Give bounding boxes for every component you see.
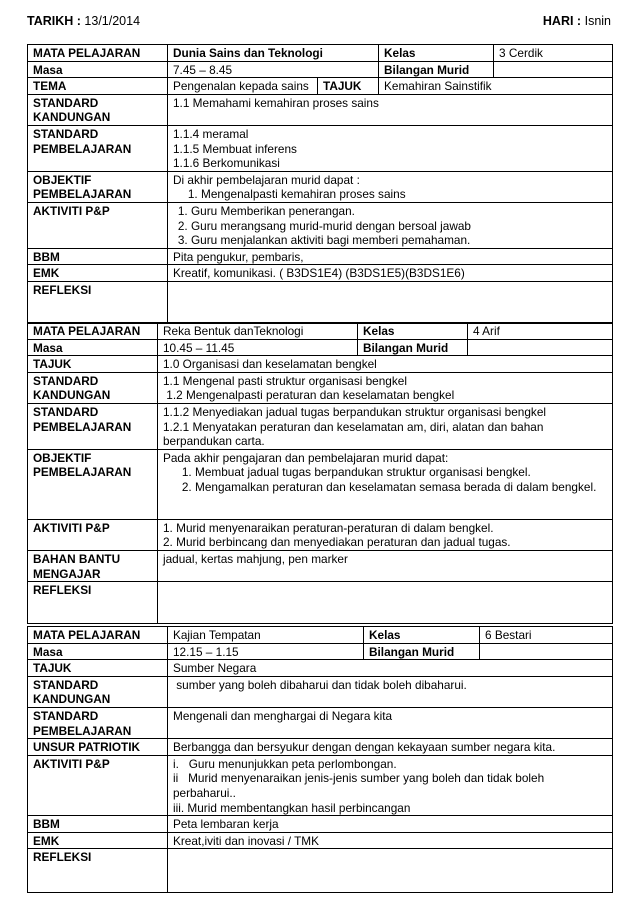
l2-mp-value: Reka Bentuk danTeknologi (158, 323, 358, 340)
lesson1-table (27, 44, 613, 324)
l1-kelas-label: Kelas (379, 45, 494, 62)
l3-sp-label: STANDARD PEMBELAJARAN (28, 707, 168, 738)
l2-kelas-value: 4 Arif (468, 323, 613, 340)
l1-bbm-value: Pita pengukur, pembaris, (168, 248, 613, 265)
day-value: Isnin (584, 14, 611, 28)
l2-bbm-label: BAHAN BANTU MENGAJAR (28, 550, 158, 581)
l3-sk-label: STANDARD KANDUNGAN (28, 676, 168, 707)
l1-emk-label: EMK (28, 265, 168, 282)
l1-masa-value: 7.45 – 8.45 (168, 61, 379, 78)
l1-ref-label: REFLEKSI (28, 281, 168, 323)
l1-mp-label: MATA PELAJARAN (28, 45, 168, 62)
l3-bilangan-label: Bilangan Murid (364, 643, 480, 660)
l1-obj-values: Di akhir pembelajaran murid dapat : 1. Mengenalpasti kemahiran proses sains (168, 171, 613, 202)
l1-tema-value: Pengenalan kepada sains (168, 78, 318, 95)
l3-emk-value: Kreat,iviti dan inovasi / TMK (168, 832, 613, 849)
l2-tajuk-label: TAJUK (28, 356, 158, 373)
l2-bbm-value: jadual, kertas mahjung, pen marker (158, 550, 613, 581)
l3-kelas-value: 6 Bestari (480, 627, 613, 644)
l1-masa-label: Masa (28, 61, 168, 78)
l3-akt-label: AKTIVITI P&P (28, 755, 168, 815)
l1-obj-label: OBJEKTIF PEMBELAJARAN (28, 171, 168, 202)
l2-sp-values: 1.1.2 Menyediakan jadual tugas berpandukan struktur organisasi bengkel 1.2.1 Menyatakan peraturan dan keselamatan am, diri, alatan dan bahan berpandukan carta. (158, 403, 613, 449)
l3-up-value: Berbangga dan bersyukur dengan dengan kekayaan sumber negara kita. (168, 739, 613, 756)
l2-ref-value (158, 582, 613, 624)
l1-mp-value: Dunia Sains dan Teknologi (168, 45, 379, 62)
lesson2-table (27, 322, 613, 624)
date-label: TARIKH : (27, 14, 81, 28)
l2-bilangan-label: Bilangan Murid (358, 339, 468, 356)
l1-tajuk-value: Kemahiran Sainstifik (379, 78, 613, 95)
l1-sk-label: STANDARD KANDUNGAN (28, 94, 168, 125)
l3-bbm-label: BBM (28, 816, 168, 833)
l1-tajuk-label: TAJUK (318, 78, 379, 95)
l1-ref-value (168, 281, 613, 323)
day-header (543, 14, 611, 28)
l3-tajuk-value: Sumber Negara (168, 660, 613, 677)
l3-emk-label: EMK (28, 832, 168, 849)
l3-up-label: UNSUR PATRIOTIK (28, 739, 168, 756)
l1-akt-label: AKTIVITI P&P (28, 202, 168, 248)
l2-akt-values: 1. Murid menyenaraikan peraturan-peraturan di dalam bengkel. 2. Murid berbincang dan menyediakan peraturan dan jadual tugas. (158, 519, 613, 550)
l2-tajuk-value: 1.0 Organisasi dan keselamatan bengkel (158, 356, 613, 373)
l1-kelas-value: 3 Cerdik (494, 45, 613, 62)
l3-sk-value: sumber yang boleh dibaharui dan tidak boleh dibaharui. (168, 676, 613, 707)
l2-bilangan-value (468, 339, 613, 356)
l1-sk-value: 1.1 Memahami kemahiran proses sains (168, 94, 613, 125)
l2-mp-label: MATA PELAJARAN (28, 323, 158, 340)
l3-bilangan-value (480, 643, 613, 660)
l2-masa-value: 10.45 – 11.45 (158, 339, 358, 356)
day-label: HARI : (542, 14, 582, 28)
l3-kelas-label: Kelas (364, 627, 480, 644)
l3-tajuk-label: TAJUK (28, 660, 168, 677)
l3-bbm-value: Peta lembaran kerja (168, 816, 613, 833)
date-value: 13/1/2014 (84, 14, 141, 28)
l2-masa-label: Masa (28, 339, 158, 356)
l2-obj-values: Pada akhir pengajaran dan pembelajaran murid dapat: 1. Membuat jadual tugas berpandukan struktur organisasi bengkel. 2. Mengamalkan peraturan dan keselamatan semasa berada di dalam bengkel. (158, 449, 613, 519)
l2-sk-values: 1.1 Mengenal pasti struktur organisasi bengkel 1.2 Mengenalpasti peraturan dan keselamatan bengkel (158, 372, 613, 403)
l3-mp-label: MATA PELAJARAN (28, 627, 168, 644)
l3-akt-values: i. Guru menunjukkan peta perlombongan. ii Murid menyenaraikan jenis-jenis sumber yang boleh dan tidak boleh perbaharui.. iii. Murid membentangkan hasil perbincangan (168, 755, 613, 815)
l1-sp-label: STANDARD PEMBELAJARAN (28, 125, 168, 171)
l3-ref-label: REFLEKSI (28, 849, 168, 893)
l1-emk-value: Kreatif, komunikasi. ( B3DS1E4) (B3DS1E5)(B3DS1E6) (168, 265, 613, 282)
l1-bilangan-value (494, 61, 613, 78)
date-header (27, 14, 140, 28)
l1-tema-label: TEMA (28, 78, 168, 95)
l1-bilangan-label: Bilangan Murid (379, 61, 494, 78)
l2-kelas-label: Kelas (358, 323, 468, 340)
l3-sp-value: Mengenali dan menghargai di Negara kita (168, 707, 613, 738)
lesson3-table (27, 626, 613, 893)
l2-ref-label: REFLEKSI (28, 582, 158, 624)
l1-akt-values: 1. Guru Memberikan penerangan. 2. Guru merangsang murid-murid dengan bersoal jawab 3. Guru menjalankan aktiviti bagi memberi pemahaman. (168, 202, 613, 248)
l2-sp-label: STANDARD PEMBELAJARAN (28, 403, 158, 449)
l2-sk-label: STANDARD KANDUNGAN (28, 372, 158, 403)
l3-mp-value: Kajian Tempatan (168, 627, 364, 644)
l3-ref-value (168, 849, 613, 893)
l3-masa-label: Masa (28, 643, 168, 660)
l1-sp-values: 1.1.4 meramal 1.1.5 Membuat inferens 1.1.6 Berkomunikasi (168, 125, 613, 171)
l1-bbm-label: BBM (28, 248, 168, 265)
l2-akt-label: AKTIVITI P&P (28, 519, 158, 550)
l3-masa-value: 12.15 – 1.15 (168, 643, 364, 660)
l2-obj-label: OBJEKTIF PEMBELAJARAN (28, 449, 158, 519)
